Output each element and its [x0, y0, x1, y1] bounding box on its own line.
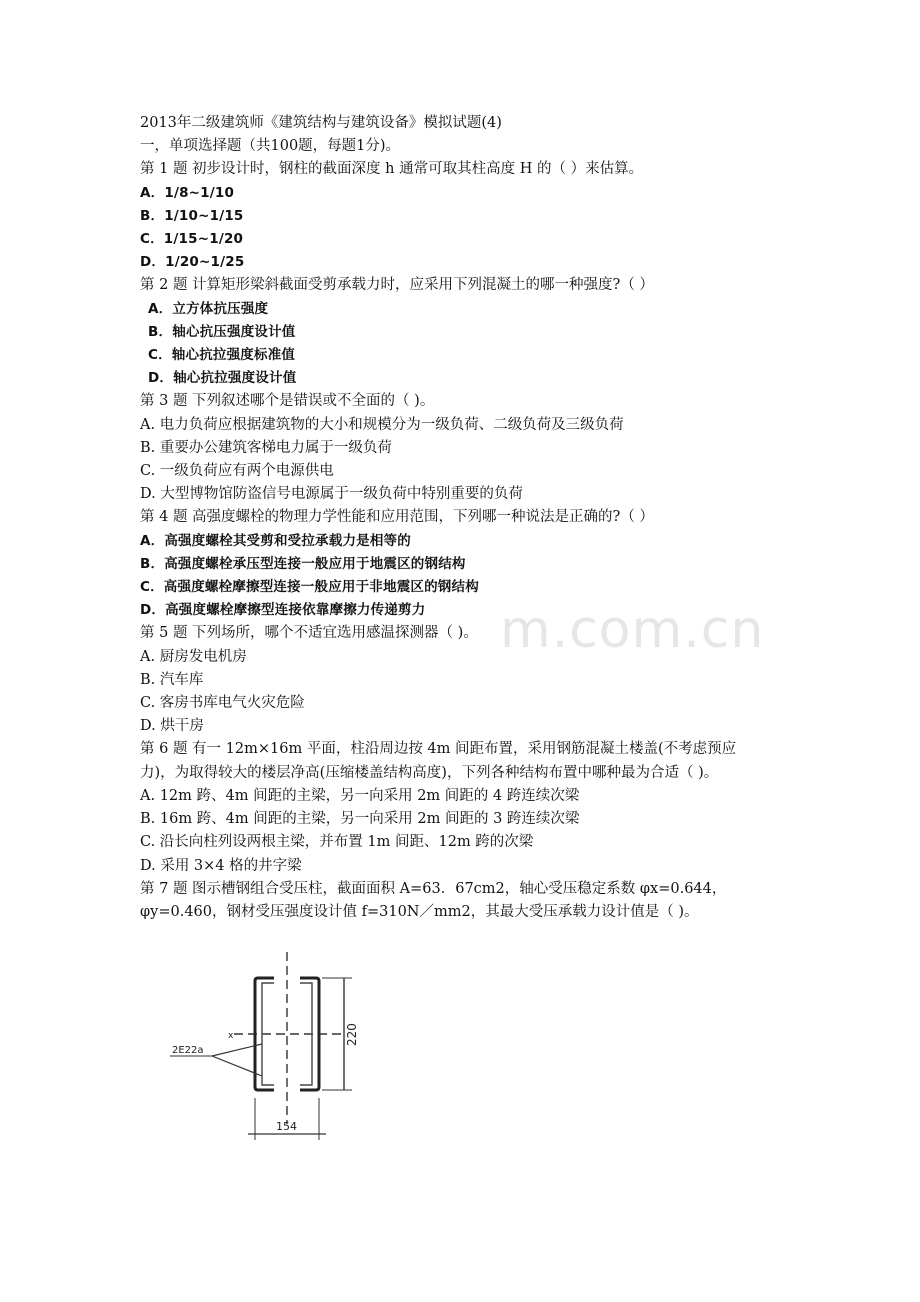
- section-heading: 一，单项选择题（共100题，每题1分)。: [140, 138, 401, 155]
- question-3-option-d: D. 大型博物馆防盗信号电源属于一级负荷中特别重要的负荷: [140, 486, 523, 503]
- question-2-option-c: C．轴心抗拉强度标准值: [148, 347, 296, 364]
- question-5-option-d: D. 烘干房: [140, 718, 204, 735]
- document-title: 2013年二级建筑师《建筑结构与建筑设备》模拟试题(4): [140, 115, 502, 131]
- question-7-stem-line-1: 第 7 题 图示槽钢组合受压柱，截面面积 A=63．67cm2，轴心受压稳定系数 φx=0.644，: [140, 880, 727, 897]
- document-page: [140, 112, 830, 924]
- question-4-option-d: D．高强度螺栓摩擦型连接依靠摩擦力传递剪力: [140, 602, 426, 619]
- question-2-stem: 第 2 题 计算矩形梁斜截面受剪承载力时，应采用下列混凝土的哪一种强度?（ ）: [140, 277, 654, 294]
- question-7-stem-line-2: φy=0.460，钢材受压强度设计值 f=310N／mm2，其最大受压承载力设计值是（ )。: [140, 903, 699, 920]
- column-section-drawing: [150, 948, 380, 1148]
- question-5-stem: 第 5 题 下列场所，哪个不适宜选用感温探测器（ )。: [140, 625, 478, 642]
- height-dimension-label: 220: [345, 1023, 359, 1046]
- question-4-option-b: B．高强度螺栓承压型连接一般应用于地震区的钢结构: [140, 555, 466, 572]
- question-1-option-c: C．1/15~1/20: [140, 231, 244, 248]
- question-4-option-a: A．高强度螺栓其受剪和受拉承载力是相等的: [140, 532, 411, 549]
- question-3-option-b: B. 重要办公建筑客梯电力属于一级负荷: [140, 439, 392, 456]
- question-4-stem: 第 4 题 高强度螺栓的物理力学性能和应用范围，下列哪一种说法是正确的?（ ）: [140, 509, 654, 526]
- question-2-option-d: D．轴心抗拉强度设计值: [148, 370, 297, 387]
- question-6-option-c: C. 沿长向柱列设两根主梁，并布置 1m 间距、12m 跨的次梁: [140, 834, 534, 851]
- width-dimension-label: 154: [276, 1120, 297, 1133]
- question-6-option-a: A. 12m 跨、4m 间距的主梁，另一向采用 2m 间距的 4 跨连续次梁: [140, 787, 580, 804]
- question-6-stem-line-1: 第 6 题 有一 12m×16m 平面，柱沿周边按 4m 间距布置，采用钢筋混凝土楼盖(不考虑预应: [140, 741, 737, 758]
- question-1-option-b: B．1/10~1/15: [140, 207, 244, 224]
- question-6-option-d: D. 采用 3×4 格的井字梁: [140, 857, 302, 874]
- question-2-option-b: B．轴心抗压强度设计值: [148, 323, 296, 340]
- question-3-option-c: C. 一级负荷应有两个电源供电: [140, 463, 334, 480]
- question-4-option-c: C．高强度螺栓摩擦型连接一般应用于非地震区的钢结构: [140, 579, 479, 596]
- question-5-option-c: C. 客房书库电气火灾危险: [140, 695, 305, 712]
- question-1-option-a: A．1/8~1/10: [140, 184, 235, 201]
- question-6-stem-line-2: 力)，为取得较大的楼层净高(压缩楼盖结构高度)，下列各种结构布置中哪种最为合适（ )。: [140, 764, 719, 781]
- question-6-option-b: B. 16m 跨、4m 间距的主梁，另一向采用 2m 间距的 3 跨连续次梁: [140, 811, 580, 828]
- question-3-option-a: A. 电力负荷应根据建筑物的大小和规模分为一级负荷、二级负荷及三级负荷: [140, 416, 624, 433]
- channel-label: 2E22a: [172, 1045, 204, 1056]
- question-5-option-a: A. 厨房发电机房: [140, 648, 247, 665]
- question-3-stem: 第 3 题 下列叙述哪个是错误或不全面的（ )。: [140, 393, 435, 410]
- question-2-option-a: A．立方体抗压强度: [148, 300, 269, 317]
- question-5-option-b: B. 汽车库: [140, 671, 204, 688]
- watermark: m.com.cn: [500, 600, 765, 660]
- column-section-figure: [150, 948, 380, 1148]
- question-1-stem: 第 1 题 初步设计时，钢柱的截面深度 h 通常可取其柱高度 H 的（ ）来估算。: [140, 161, 644, 178]
- question-1-option-d: D．1/20~1/25: [140, 254, 245, 271]
- x-axis-label: x: [228, 1031, 234, 1041]
